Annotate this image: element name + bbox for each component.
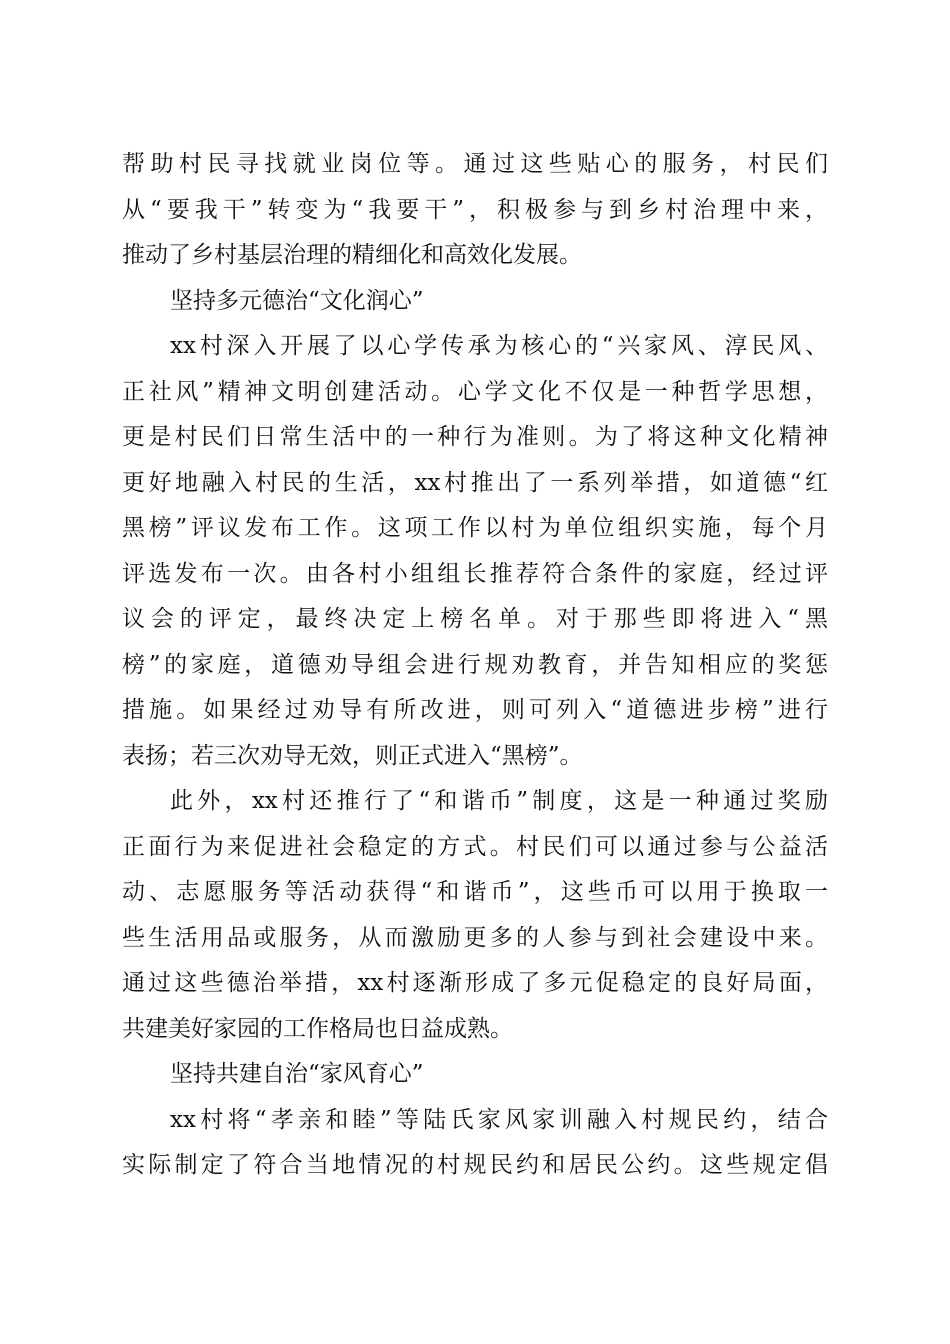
- text-line: 议会的评定，最终决定上榜名单。对于那些即将进入“黑: [122, 606, 828, 632]
- text-line: 通过这些德治举措，xx村逐渐形成了多元促稳定的良好局面，: [122, 970, 828, 996]
- section-heading-self-governance: 坚持共建自治“家风育心”: [170, 1061, 424, 1087]
- text-line: 共建美好家园的工作格局也日益成熟。: [122, 1015, 513, 1042]
- text-line: 榜”的家庭，道德劝导组会进行规劝教育，并告知相应的奖惩: [122, 651, 828, 678]
- paragraph-first-line: xx村深入开展了以心学传承为核心的“兴家风、淳民风、: [170, 333, 828, 359]
- text-line: 动、志愿服务等活动获得“和谐币”，这些币可以用于换取一: [122, 879, 828, 905]
- text-line: 实际制定了符合当地情况的村规民约和居民公约。这些规定倡: [122, 1152, 828, 1178]
- document-body: [122, 142, 828, 1189]
- text-line: 些生活用品或服务，从而激励更多的人参与到社会建设中来。: [122, 924, 828, 951]
- text-line: 更好地融入村民的生活，xx村推出了一系列举措，如道德“红: [122, 469, 828, 496]
- text-line: 更是村民们日常生活中的一种行为准则。为了将这种文化精神: [122, 424, 828, 450]
- text-line: 评选发布一次。由各村小组组长推荐符合条件的家庭，经过评: [122, 560, 828, 587]
- text-line: 帮助村民寻找就业岗位等。通过这些贴心的服务，村民们: [122, 151, 828, 177]
- paragraph-first-line: xx村将“孝亲和睦”等陆氏家风家训融入村规民约，结合: [170, 1106, 828, 1133]
- text-line: 从“要我干”转变为“我要干”，积极参与到乡村治理中来，: [122, 196, 828, 223]
- section-heading-moral-governance: 坚持多元德治“文化润心”: [170, 287, 424, 314]
- text-line: 正社风”精神文明创建活动。心学文化不仅是一种哲学思想，: [122, 378, 828, 405]
- text-line: 黑榜”评议发布工作。这项工作以村为单位组织实施，每个月: [122, 515, 828, 541]
- paragraph-first-line: 此外，xx村还推行了“和谐币”制度，这是一种通过奖励: [170, 788, 828, 814]
- text-line: 推动了乡村基层治理的精细化和高效化发展。: [122, 242, 582, 268]
- text-line: 正面行为来促进社会稳定的方式。村民们可以通过参与公益活: [122, 833, 828, 860]
- text-line: 措施。如果经过劝导有所改进，则可列入“道德进步榜”进行: [122, 697, 828, 723]
- text-line: 表扬；若三次劝导无效，则正式进入“黑榜”。: [122, 742, 583, 769]
